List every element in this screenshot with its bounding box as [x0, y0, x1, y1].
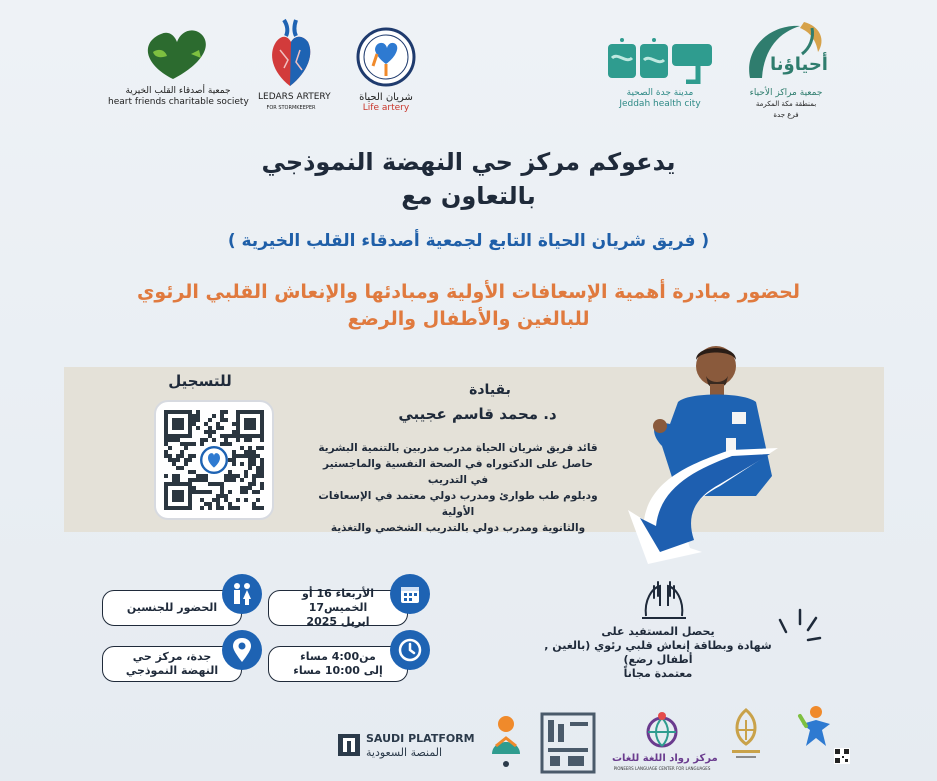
date-pill	[268, 587, 408, 628]
bio-line: حاصل على الدكتوراه في الصحة النفسية والماجستير في التدريب	[323, 458, 593, 486]
initiative-line-1: لحضور مبادرة أهمية الإسعافات الأولية ومبادئها والإنعاش القلبي الرئوي	[136, 281, 801, 303]
registration-label: للتسجيل	[168, 372, 232, 390]
heart-leaf-icon	[133, 24, 223, 82]
globe-figure-icon	[642, 710, 682, 750]
life-artery-ar: شريان الحياة	[359, 92, 413, 103]
language-center-en: PIONEERS LANGUAGE CENTER FOR LANGUAGES	[613, 766, 711, 771]
volunteer-logo	[796, 704, 836, 750]
bio-line: والثانوية ومدرب دولي بالتدريب الشخصي والتغذية	[330, 522, 586, 534]
ahyauna-ar: جمعية مراكز الأحياء	[749, 88, 823, 98]
date-text-line-1: الأربعاء 16 أو الخميس17	[302, 587, 374, 614]
time-text-line-1: من4:00 مساء	[300, 650, 376, 663]
benefit-text	[540, 625, 776, 681]
alnahda-center-logo	[484, 710, 528, 772]
mini-qr-icon	[834, 748, 850, 764]
invite-heading: يدعوكم مركز حي النهضة النموذجي	[261, 148, 676, 176]
life-artery-emblem-icon	[355, 26, 417, 88]
collaboration-heading: بالتعاون مع	[401, 182, 536, 210]
ahyauna-sub: بمنطقة مكة المكرمة	[755, 100, 817, 108]
jeddah-wordmark-icon	[602, 38, 718, 84]
jeddah-health-city-logo	[598, 38, 722, 110]
team-subtitle: ( فريق شريان الحياة التابع لجمعية أصدقاء القلب الخيرية )	[227, 231, 710, 251]
heart-friends-en: heart friends charitable society	[108, 97, 249, 107]
ledars-artery-logo	[258, 16, 331, 114]
saudi-platform-ar: المنصة السعودية	[366, 746, 443, 759]
gold-emblem-logo	[726, 706, 766, 768]
ahyauna-branch: فرع جدة	[773, 111, 799, 119]
jeddah-city-en: Jeddah health city	[619, 99, 701, 109]
benefit-line-2: شهادة وبطاقة إنعاش قلبي رئوي (بالغين , أطفال رضع)	[544, 639, 772, 666]
leader-name: د. محمد قاسم عجيبي	[398, 405, 557, 423]
location-icon-badge	[222, 630, 262, 670]
time-text-line-2: إلى 10:00 مساء	[293, 664, 383, 677]
leader-heading: بقيادة	[469, 382, 511, 398]
location-pill	[102, 646, 242, 682]
clock-icon-badge	[390, 630, 430, 670]
life-artery-en: Life artery	[362, 103, 410, 113]
calendar-icon-badge	[390, 574, 430, 614]
bio-line: قائد فريق شريان الحياة مدرب مدربين بالتنمية البشرية	[318, 442, 598, 454]
jeddah-city-ar: مدينة جدة الصحية	[626, 88, 694, 98]
people-icon	[229, 581, 255, 607]
ahyauna-title: أحياؤنا	[770, 54, 828, 75]
ledars-artery-name: LEDARS ARTERY	[258, 92, 331, 102]
heart-friends-logo	[108, 24, 248, 108]
registration-qr-code[interactable]	[154, 400, 274, 520]
benefit-line-1: يحصل المستفيد على	[601, 625, 715, 638]
language-center-logo	[612, 710, 718, 774]
heart-friends-ar: جمعية أصدقاء القلب الخيرية	[125, 86, 231, 96]
life-artery-logo	[350, 26, 422, 114]
attendance-text: الحضور للجنسين	[126, 601, 218, 614]
location-text-line-2: النهضة النموذجي	[125, 664, 219, 677]
map-pin-icon	[231, 637, 253, 663]
attendance-pill	[102, 590, 242, 626]
ledars-artery-sub: FOR STORMKEEPER	[266, 105, 316, 111]
saudi-platform-mark-icon	[336, 732, 362, 758]
saudi-platform-en: SAUDI PLATFORM	[366, 732, 475, 745]
language-center-ar: مركز رواد اللغة للغات	[612, 753, 718, 764]
anatomical-heart-icon	[266, 16, 316, 88]
gender-icon	[222, 574, 262, 614]
ahyauna-logo	[736, 18, 836, 121]
ahyauna-emblem-icon	[740, 18, 832, 84]
initiative-line-2: للبالغين والأطفال والرضع	[347, 308, 590, 330]
calendar-icon	[398, 582, 422, 606]
pointer-arrow-icon	[620, 440, 790, 570]
location-text-line-1: جدة، مركز حي	[132, 650, 212, 663]
date-text-line-2: ابريل 2025	[306, 615, 370, 628]
sparkle-lines-icon	[770, 608, 832, 664]
clock-icon	[397, 637, 423, 663]
benefit-line-3: معتمدة مجاناً	[623, 667, 693, 680]
cpr-hands-icon	[638, 576, 690, 624]
time-pill	[268, 646, 408, 682]
bio-line: ودبلوم طب طوارئ ومدرب دولي معتمد في الإسعافات الأولية	[318, 490, 598, 518]
qr-code-icon	[164, 410, 264, 510]
leader-bio	[318, 440, 598, 536]
saudi-platform-logo	[336, 730, 475, 764]
books-logo	[540, 712, 596, 774]
